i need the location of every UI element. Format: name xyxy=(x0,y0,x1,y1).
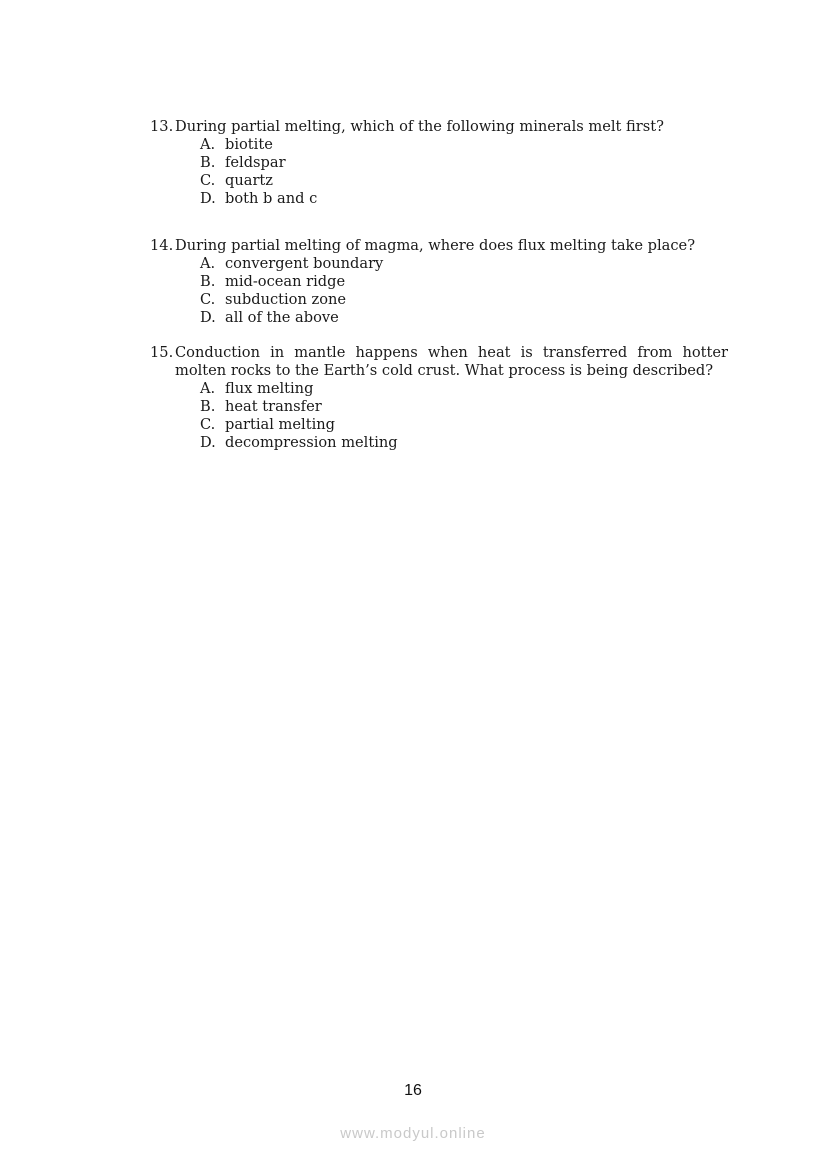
question-15 xyxy=(150,344,728,452)
option-text: feldspar xyxy=(225,154,286,171)
question-stem xyxy=(150,118,728,136)
option-letter: B. xyxy=(200,154,216,171)
question-text: Conduction in mantle happens when heat is transferred from hotter molten rocks to the Earth’s cold crust. What process is being described? xyxy=(175,344,728,379)
option-text: partial melting xyxy=(225,416,335,433)
option-b xyxy=(200,154,728,172)
option-letter: B. xyxy=(200,398,216,415)
option-letter: A. xyxy=(200,136,216,153)
option-c xyxy=(200,291,728,309)
question-stem xyxy=(150,237,728,255)
option-d xyxy=(200,309,728,327)
question-stem xyxy=(150,344,728,380)
option-text: decompression melting xyxy=(225,434,398,451)
option-text: flux melting xyxy=(225,380,314,397)
option-text: quartz xyxy=(225,172,273,189)
option-b xyxy=(200,273,728,291)
question-14 xyxy=(150,237,728,327)
option-text: subduction zone xyxy=(225,291,347,308)
option-letter: C. xyxy=(200,172,216,189)
answer-options xyxy=(150,255,728,327)
option-letter: A. xyxy=(200,255,216,272)
option-letter: C. xyxy=(200,416,216,433)
question-text: During partial melting of magma, where does flux melting take place? xyxy=(175,237,696,254)
option-letter: D. xyxy=(200,190,216,207)
option-c xyxy=(200,416,728,434)
question-number: 14. xyxy=(150,237,174,254)
question-text: During partial melting, which of the following minerals melt first? xyxy=(175,118,664,135)
option-letter: D. xyxy=(200,309,216,326)
option-a xyxy=(200,136,728,154)
option-letter: D. xyxy=(200,434,216,451)
question-number: 15. xyxy=(150,344,174,361)
option-a xyxy=(200,380,728,398)
option-letter: B. xyxy=(200,273,216,290)
page-number: 16 xyxy=(404,1082,422,1099)
option-a xyxy=(200,255,728,273)
option-b xyxy=(200,398,728,416)
option-text: biotite xyxy=(225,136,273,153)
question-13 xyxy=(150,118,728,208)
option-text: mid-ocean ridge xyxy=(225,273,346,290)
option-c xyxy=(200,172,728,190)
question-number: 13. xyxy=(150,118,174,135)
option-letter: A. xyxy=(200,380,216,397)
option-text: heat transfer xyxy=(225,398,322,415)
answer-options xyxy=(150,136,728,208)
answer-options xyxy=(150,380,728,452)
option-text: all of the above xyxy=(225,309,339,326)
option-letter: C. xyxy=(200,291,216,308)
option-d xyxy=(200,190,728,208)
option-text: convergent boundary xyxy=(225,255,384,272)
watermark: www.modyul.online xyxy=(340,1125,486,1142)
option-text: both b and c xyxy=(225,190,318,207)
option-d xyxy=(200,434,728,452)
